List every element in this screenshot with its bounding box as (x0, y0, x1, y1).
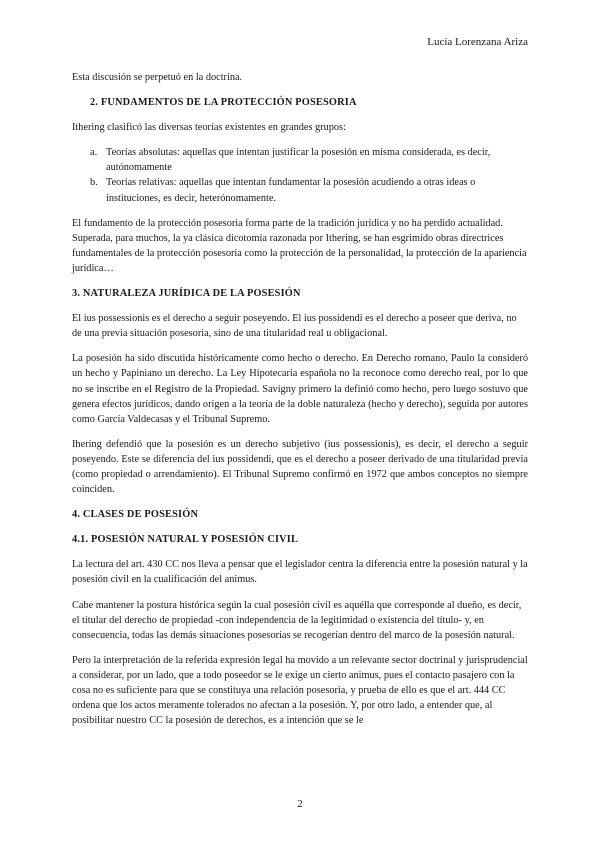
paragraph-ithering: Ithering clasificó las diversas teorías existentes en grandes grupos: (72, 122, 346, 134)
paragraph-art-430: La lectura del art. 430 CC nos lleva a pensar que el legislador centra la diferencia entre la posesión natural y la posesión civil en la cualificación del animus. (72, 559, 528, 586)
paragraph-intro: Esta discusión se perpetuó en la doctrina. (72, 72, 243, 83)
theories-list (72, 145, 528, 205)
list-item (90, 145, 528, 175)
list-item (90, 175, 528, 205)
heading-naturaleza: 3. NATURALEZA JURÍDICA DE LA POSESIÓN (72, 288, 301, 300)
paragraph-ius-possessionis: El ius possessionis es el derecho a seguir poseyendo. El ius possidendi es el derecho a poseer que deriva, no de una previa situación posesoria, sino de una titularidad real u obligacional. (72, 313, 517, 340)
list-item-text: Teorías relativas: aquellas que intentan fundamentar la posesión acudiendo a otras ideas o instituciones, es decir, heterónomamente. (106, 177, 476, 204)
page-body (72, 70, 528, 738)
heading-fundamentos: 2. FUNDAMENTOS DE LA PROTECCIÓN POSESORIA (90, 97, 357, 109)
paragraph-ihering: Ihering defendió que la posesión es un derecho subjetivo (ius possessionis), es decir, el derecho a seguir poseyendo. Este se diferencia del ius possidendi, que es el derecho a poseer derivado de una titularidad previa (como propiedad o arrendamiento). El Tribunal Supremo confirmó en 1972 que ambos conceptos no siempre coinciden. (72, 438, 528, 496)
paragraph-interpretacion: Pero la interpretación de la referida expresión legal ha movido a un relevante sector doctrinal y jurisprudencial a considerar, por un lado, que a todo poseedor se le exige un cierto animus, pues el contacto pasajero con la cosa no es suficiente para que se constituya una relación posesoria, y prueba de ello es que el art. 444 CC ordena que los actos meramente tolerados no afectan a la posesión. Y, por otro lado, a entender que, al posibilitar nuestro CC la posesión de derechos, es a intención que se le (72, 654, 528, 727)
header-author: Lucía Lorenzana Ariza (427, 36, 528, 48)
list-marker: b. (90, 177, 98, 189)
paragraph-postura-historica: Cabe mantener la postura histórica según la cual posesión civil es aquélla que corresponde al dueño, es decir, el titular del derecho de propiedad -con independencia de la legitimidad o existencia del título- y, en consecuencia, todas las demás situaciones posesorias se recogerían dentro del marco de la posesión natural. (72, 599, 522, 641)
page-number: 2 (297, 798, 303, 810)
heading-clases: 4. CLASES DE POSESIÓN (72, 509, 199, 521)
list-item-text: Teorías absolutas: aquellas que intentan justificar la posesión en misma considerada, es decir, autónomamente (106, 147, 491, 174)
paragraph-historia: La posesión ha sido discutida históricamente como hecho o derecho. En Derecho romano, Paulo la consideró un hecho y Papiniano un derecho. La Ley Hipotecaria española no la reconoce como derecho real, por lo que no se inscribe en el Registro de la Propiedad. Savigny primero la definió como hecho, pero luego sostuvo que genera efectos jurídicos, dando origen a la teoría de la doble naturaleza (hecho y derecho), seguida por autores como García Valdecasas y el Tribunal Supremo. (72, 353, 528, 425)
paragraph-fundamento: El fundamento de la protección posesoria forma parte de la tradición jurídica y no ha perdido actualidad. Superada, para muchos, la ya clásica dicotomía razonada por Ithering, se han esgrimido obras directrices fundamentales de la protección posesoria como la protección de la personalidad, la protección de la apariencia jurídica… (72, 217, 527, 274)
heading-posesion-natural-civil: 4.1. POSESIÓN NATURAL Y POSESIÓN CIVIL (72, 534, 299, 546)
list-marker: a. (90, 147, 98, 159)
